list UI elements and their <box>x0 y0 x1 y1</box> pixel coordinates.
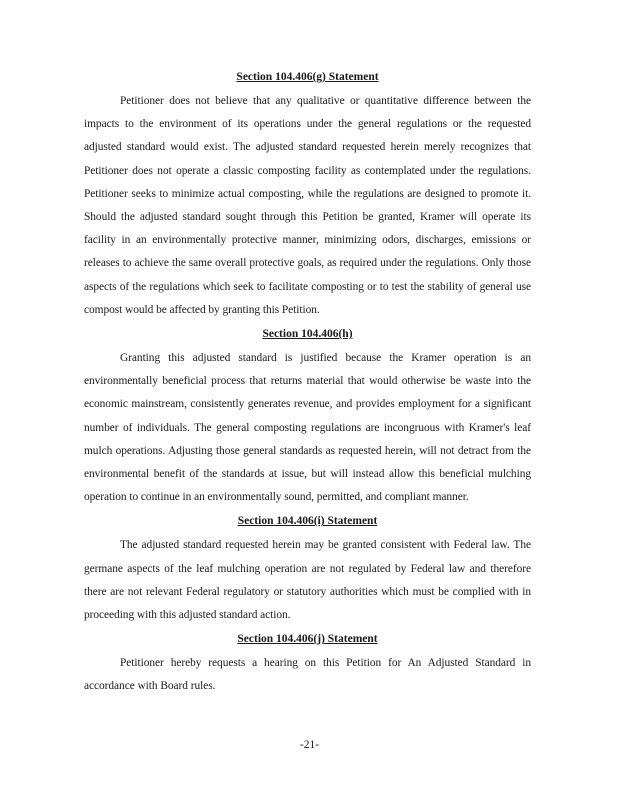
section-paragraph-i: The adjusted standard requested herein may be granted consistent with Federal law. The germane aspects of the leaf mulching operation are not regulated by Federal law and therefore there are not relevant Federal regulatory or statutory authorities which must be complied with in proceeding with this adjusted standard action. <box>84 539 531 622</box>
section-paragraph-h: Granting this adjusted standard is justified because the Kramer operation is an environmentally beneficial process that returns material that would otherwise be waste into the economic mainstream, consistently generates revenue, and provides employment for a significant number of individuals. The general composting regulations are incongruous with Kramer's leaf mulch operations. Adjusting those general standards as requested herein, will not detract from the environmental benefit of the standards at issue, but will instead allow this beneficial mulching operation to continue in an environmentally sound, permitted, and compliant manner. <box>84 352 531 504</box>
section-heading-i: Section 104.406(i) Statement <box>237 515 378 528</box>
section-heading-g: Section 104.406(g) Statement <box>236 71 379 83</box>
section-paragraph-g: Petitioner does not believe that any qualitative or quantitative difference between the impacts to the environment of its operations under the general regulations or the requested adjusted standard would exist. The adjusted standard requested herein merely recognizes that Petitioner does not operate a classic composting facility as contemplated under the regulations. Petitioner seeks to minimize actual composting, while the regulations are designed to promote it. Should the adjusted standard sought through this Petition be granted, Kramer will operate its facility in an environmentally protective manner, minimizing odors, discharges, emissions or releases to achieve the same overall protective goals, as required under the regulations. Only those aspects of the regulations which seek to facilitate composting or to test the stability of general use compost would be affected by granting this Petition. <box>84 95 531 316</box>
page-content <box>84 70 531 704</box>
section-paragraph-j: Petitioner hereby requests a hearing on this Petition for An Adjusted Standard in accordance with Board rules. <box>84 657 531 693</box>
page-number: -21- <box>299 739 320 751</box>
section-heading-h: Section 104.406(h) <box>262 328 353 341</box>
section-heading-j: Section 104.406(j) Statement <box>237 633 378 646</box>
